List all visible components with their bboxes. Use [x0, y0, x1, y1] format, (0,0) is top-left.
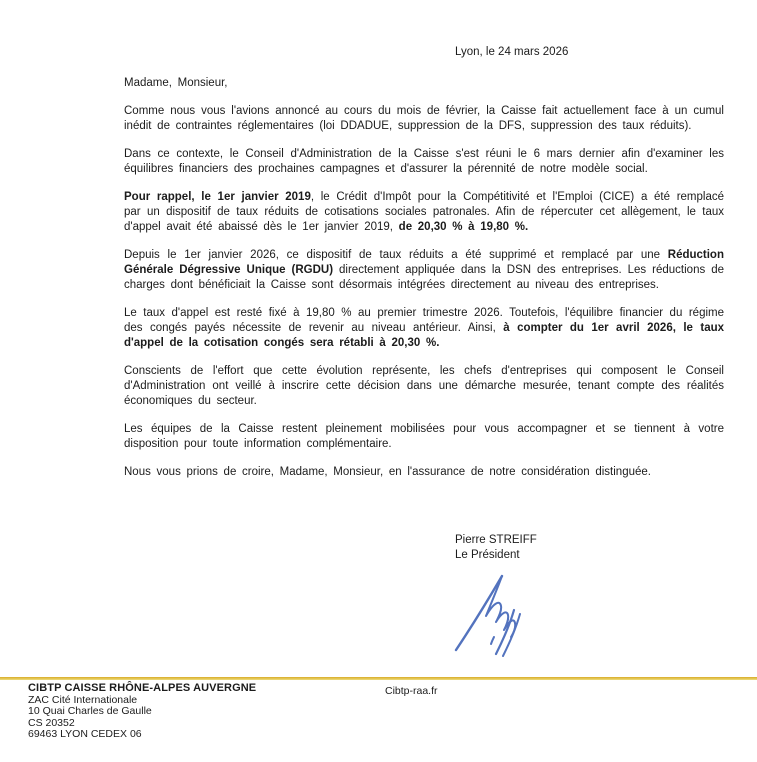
salutation: Madame, Monsieur, [124, 77, 228, 89]
paragraph: Le taux d'appel est resté fixé à 19,80 % au premier trimestre 2026. Toutefois, l'équilibre financier du régime des congés payés nécessite de revenir au niveau antérieur. Ainsi, à compter du 1er avril 2026, le taux d'appel de la cotisation congés sera rétabli à 20,30 %. [124, 307, 725, 349]
signature-icon [444, 570, 554, 658]
letter-body [124, 76, 724, 493]
signatory-block [455, 533, 537, 562]
handwritten-signature [444, 570, 554, 658]
paragraph: Les équipes de la Caisse restent pleinement mobilisées pour vous accompagner et se tiennent à votre disposition pour toute information complémentaire. [124, 423, 724, 450]
footer-address-line: 10 Quai Charles de Gaulle [28, 705, 152, 718]
signatory-title: Le Président [455, 548, 520, 561]
letter-paragraphs [124, 104, 724, 480]
footer-address-lines [28, 695, 256, 741]
footer-address-line: CS 20352 [28, 716, 75, 729]
footer-accent-rule [0, 677, 757, 680]
footer-company-name: CIBTP CAISSE RHÔNE-ALPES AUVERGNE [28, 682, 257, 694]
paragraph: Comme nous vous l'avions annoncé au cours du mois de février, la Caisse fait actuellement face à un cumul inédit de contraintes réglementaires (loi DDADUE, suppression de la DFS, suppression des taux réduits). [124, 105, 724, 132]
paragraph: Pour rappel, le 1er janvier 2019, le Crédit d'Impôt pour la Compétitivité et l'Emploi (CICE) a été remplacé par un dispositif de taux réduits de cotisations sociales patronales. Afin de répercuter cet allègement, le taux d'appel avait été abaissé dès le 1er janvier 2019, de 20,30 % à 19,80 %. [124, 191, 724, 233]
paragraph: Dans ce contexte, le Conseil d'Administration de la Caisse s'est réuni le 6 mars dernier afin d'examiner les équilibres financiers des prochaines campagnes et d'assurer la pérennité de notre modèle social. [124, 148, 724, 175]
paragraph: Conscients de l'effort que cette évolution représente, les chefs d'entreprises qui composent le Conseil d'Administration ont veillé à inscrire cette décision dans une démarche mesurée, tenant compte des réalités économiques du secteur. [124, 365, 724, 407]
paragraph: Depuis le 1er janvier 2026, ce dispositif de taux réduits a été supprimé et remplacé par une Réduction Générale Dégressive Unique (RGDU) directement appliquée dans la DSN des entreprises. Les réductions de charges dont bénéficiait la Caisse sont désormais intégrées directement au niveau des entreprises. [124, 249, 724, 291]
dateline: Lyon, le 24 mars 2026 [455, 46, 569, 58]
footer-address-line: 69463 LYON CEDEX 06 [28, 728, 142, 741]
footer-address-line: ZAC Cité Internationale [28, 693, 138, 706]
footer-website: Cibtp-raa.fr [385, 685, 438, 697]
paragraph: Nous vous prions de croire, Madame, Monsieur, en l'assurance de notre considération distinguée. [124, 466, 651, 478]
footer-address-block [28, 683, 256, 741]
signatory-name: Pierre STREIFF [455, 534, 537, 546]
